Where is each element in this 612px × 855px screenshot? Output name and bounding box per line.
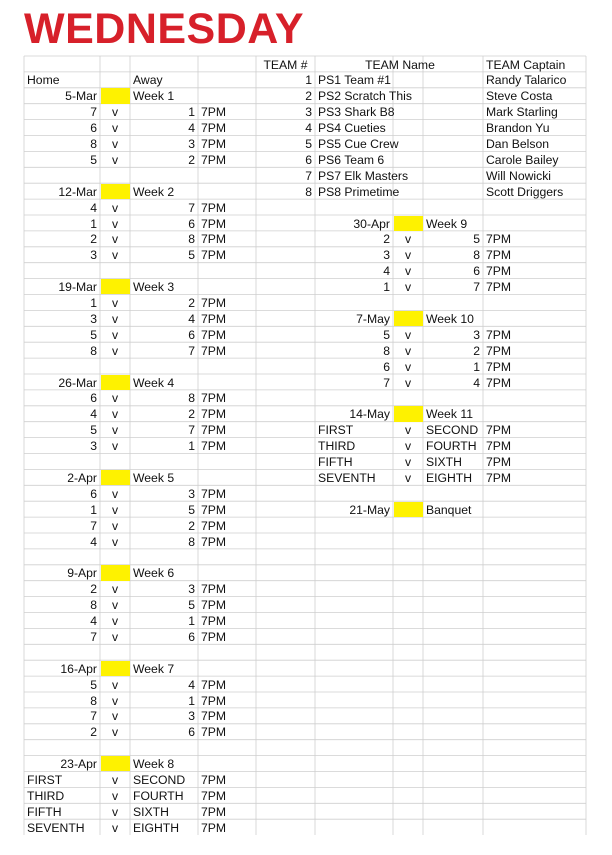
week-label: Week 11 [426, 407, 473, 422]
match-home: 4 [90, 407, 97, 422]
match-vs: v [111, 614, 119, 628]
match-time: 7PM [201, 343, 227, 358]
match-away: 4 [188, 677, 195, 692]
week-date: 30-Apr [353, 216, 390, 231]
match-vs: v [404, 280, 412, 295]
match-vs: v [111, 598, 119, 613]
match-home: 2 [383, 232, 390, 247]
match-time: 7PM [201, 216, 227, 231]
match-home: FIFTH [27, 804, 62, 819]
match-away: SIXTH [133, 804, 169, 819]
team-name: PS8 Primetime [318, 184, 400, 199]
yellow-highlight-cell [101, 470, 130, 485]
match-time: 7PM [201, 582, 227, 597]
match-time: 7PM [486, 455, 512, 469]
week-label: Week 1 [133, 89, 175, 104]
week-label: Week 7 [133, 661, 175, 676]
yellow-highlight-cell [394, 502, 423, 517]
week-date: 23-Apr [60, 757, 97, 772]
match-vs: v [111, 820, 119, 835]
team-name-header: TEAM Name [365, 57, 435, 72]
match-vs: v [111, 439, 119, 454]
match-time: 7PM [201, 200, 227, 215]
match-time: 7PM [201, 327, 227, 342]
match-vs: v [111, 391, 119, 406]
team-name: PS6 Team 6 [318, 152, 385, 167]
match-time: 7PM [201, 773, 227, 787]
match-home: 5 [90, 423, 97, 438]
match-time: 7PM [201, 614, 227, 628]
match-time: 7PM [201, 693, 227, 708]
match-vs: v [111, 248, 119, 263]
away-column-header: Away [133, 73, 163, 88]
match-time: 7PM [201, 137, 227, 151]
match-home: 1 [383, 280, 390, 295]
match-vs: v [111, 327, 119, 342]
match-vs: v [111, 629, 119, 644]
match-away: 8 [473, 248, 480, 263]
team-captain: Steve Costa [486, 89, 553, 104]
yellow-highlight-cell [101, 565, 130, 580]
match-home: THIRD [27, 788, 65, 803]
match-home: 8 [90, 693, 97, 708]
match-away: 3 [188, 486, 195, 501]
team-captain: Dan Belson [486, 137, 550, 151]
match-away: 5 [188, 598, 195, 613]
match-vs: v [111, 423, 119, 438]
match-vs: v [111, 407, 119, 422]
match-home: 4 [90, 614, 97, 628]
match-away: 4 [188, 311, 195, 326]
week-date: 26-Mar [58, 375, 97, 390]
team-number: 2 [305, 89, 312, 104]
week-label: Week 4 [133, 375, 175, 390]
week-date: 12-Mar [58, 184, 97, 199]
match-away: 2 [188, 152, 195, 167]
match-away: SIXTH [426, 455, 462, 469]
team-captain: Mark Starling [486, 105, 558, 120]
match-vs: v [111, 232, 119, 247]
match-vs: v [404, 455, 412, 469]
match-away: 4 [473, 375, 480, 390]
match-away: 1 [188, 439, 195, 454]
match-vs: v [111, 677, 119, 692]
match-vs: v [111, 502, 119, 517]
match-time: 7PM [201, 820, 227, 835]
yellow-highlight-cell [394, 311, 423, 326]
yellow-highlight-cell [101, 279, 130, 294]
match-time: 7PM [201, 105, 227, 120]
match-home: 6 [90, 391, 97, 406]
match-away: 8 [188, 232, 195, 247]
team-number: 1 [305, 73, 312, 88]
week-label: Week 8 [133, 757, 175, 772]
match-vs: v [111, 105, 119, 120]
match-time: 7PM [486, 439, 512, 454]
match-vs: v [111, 725, 119, 740]
match-vs: v [111, 788, 119, 803]
match-time: 7PM [486, 327, 512, 342]
match-vs: v [111, 518, 119, 533]
match-vs: v [111, 709, 119, 724]
match-home: 7 [90, 105, 97, 120]
match-vs: v [111, 486, 119, 501]
match-time: 7PM [201, 709, 227, 724]
match-home: FIRST [27, 773, 63, 787]
match-vs: v [111, 693, 119, 708]
match-home: SEVENTH [27, 820, 85, 835]
week-date: 7-May [356, 311, 390, 326]
match-vs: v [111, 121, 119, 136]
match-vs: v [404, 439, 412, 454]
match-home: FIRST [318, 423, 354, 438]
match-home: 5 [90, 152, 97, 167]
week-date: 21-May [349, 502, 390, 517]
home-column-header: Home [27, 73, 60, 88]
match-time: 7PM [201, 121, 227, 136]
week-label: Week 5 [133, 470, 175, 485]
match-home: 2 [90, 725, 97, 740]
match-away: 6 [188, 629, 195, 644]
match-vs: v [111, 152, 119, 167]
match-away: 2 [188, 407, 195, 422]
match-time: 7PM [486, 232, 512, 247]
team-number: 5 [305, 137, 312, 151]
match-time: 7PM [201, 296, 227, 310]
match-away: FOURTH [426, 439, 477, 454]
team-captain-header: TEAM Captain [486, 57, 566, 72]
match-vs: v [111, 200, 119, 215]
match-time: 7PM [201, 152, 227, 167]
match-away: 6 [188, 216, 195, 231]
match-away: 1 [473, 359, 480, 374]
match-vs: v [404, 248, 412, 263]
yellow-highlight-cell [101, 375, 130, 390]
match-away: SECOND [133, 773, 186, 787]
week-label: Banquet [426, 502, 472, 517]
week-date: 5-Mar [65, 89, 97, 104]
week-date: 16-Apr [60, 661, 97, 676]
match-home: THIRD [318, 439, 356, 454]
match-vs: v [111, 534, 119, 549]
match-away: 6 [188, 327, 195, 342]
match-away: 6 [188, 725, 195, 740]
yellow-highlight-cell [101, 184, 130, 199]
match-time: 7PM [486, 280, 512, 295]
team-captain: Will Nowicki [486, 168, 551, 183]
match-away: 4 [188, 121, 195, 136]
match-vs: v [404, 343, 412, 358]
yellow-highlight-cell [101, 756, 130, 771]
match-home: 3 [383, 248, 390, 263]
match-vs: v [111, 343, 119, 358]
match-home: 5 [90, 677, 97, 692]
match-away: 3 [188, 582, 195, 597]
week-date: 2-Apr [67, 470, 97, 485]
match-time: 7PM [201, 598, 227, 613]
match-away: 3 [188, 709, 195, 724]
match-time: 7PM [486, 359, 512, 374]
match-vs: v [111, 216, 119, 231]
team-number: 4 [305, 121, 312, 136]
match-vs: v [404, 423, 412, 438]
match-vs: v [404, 327, 412, 342]
match-time: 7PM [201, 439, 227, 454]
team-captain: Brandon Yu [486, 121, 550, 136]
match-time: 7PM [201, 788, 227, 803]
match-time: 7PM [201, 232, 227, 247]
match-vs: v [111, 311, 119, 326]
match-home: 4 [90, 534, 97, 549]
week-label: Week 6 [133, 566, 175, 581]
match-time: 7PM [201, 423, 227, 438]
match-away: 7 [188, 343, 195, 358]
match-home: 1 [90, 296, 97, 310]
match-away: 8 [188, 534, 195, 549]
team-name: PS4 Cueties [318, 121, 386, 136]
match-home: 2 [90, 582, 97, 597]
yellow-highlight-cell [394, 406, 423, 421]
match-home: 1 [90, 502, 97, 517]
match-home: 5 [90, 327, 97, 342]
match-away: EIGHTH [426, 470, 473, 485]
match-time: 7PM [201, 518, 227, 533]
match-time: 7PM [201, 407, 227, 422]
match-time: 7PM [201, 804, 227, 819]
week-date: 14-May [349, 407, 390, 422]
week-date: 19-Mar [58, 280, 97, 295]
match-time: 7PM [201, 391, 227, 406]
match-time: 7PM [486, 470, 512, 485]
match-home: 3 [90, 439, 97, 454]
yellow-highlight-cell [101, 88, 130, 103]
match-home: 7 [90, 629, 97, 644]
match-vs: v [404, 359, 412, 374]
match-home: 5 [383, 327, 390, 342]
team-name: PS1 Team #1 [318, 73, 391, 88]
match-vs: v [111, 137, 119, 151]
match-time: 7PM [486, 375, 512, 390]
match-vs: v [111, 773, 119, 787]
match-vs: v [404, 264, 412, 279]
week-date: 9-Apr [67, 566, 97, 581]
match-away: 2 [473, 343, 480, 358]
match-home: 7 [383, 375, 390, 390]
match-home: 3 [90, 311, 97, 326]
match-away: 5 [188, 248, 195, 263]
match-away: 1 [188, 105, 195, 120]
team-captain: Scott Driggers [486, 184, 564, 199]
match-time: 7PM [201, 486, 227, 501]
match-home: 4 [90, 200, 97, 215]
match-away: 1 [188, 614, 195, 628]
week-label: Week 2 [133, 184, 175, 199]
match-time: 7PM [201, 248, 227, 263]
match-away: 2 [188, 518, 195, 533]
match-vs: v [404, 232, 412, 247]
match-time: 7PM [201, 629, 227, 644]
match-home: 8 [383, 343, 390, 358]
match-time: 7PM [201, 534, 227, 549]
match-home: 8 [90, 343, 97, 358]
match-vs: v [404, 375, 412, 390]
match-away: 7 [188, 423, 195, 438]
match-away: 8 [188, 391, 195, 406]
team-number: 7 [305, 168, 312, 183]
match-away: FOURTH [133, 788, 184, 803]
team-number: 3 [305, 105, 312, 120]
team-name: PS3 Shark B8 [318, 105, 395, 120]
match-home: 4 [383, 264, 390, 279]
match-away: 2 [188, 296, 195, 310]
match-home: FIFTH [318, 455, 353, 469]
match-home: SEVENTH [318, 470, 376, 485]
match-away: EIGHTH [133, 820, 180, 835]
match-vs: v [404, 470, 412, 485]
match-home: 6 [90, 121, 97, 136]
week-label: Week 9 [426, 216, 468, 231]
week-label: Week 10 [426, 311, 474, 326]
match-away: 6 [473, 264, 480, 279]
match-time: 7PM [201, 502, 227, 517]
match-time: 7PM [486, 343, 512, 358]
team-number: 6 [305, 152, 312, 167]
team-number: 8 [305, 184, 312, 199]
week-label: Week 3 [133, 280, 175, 295]
match-time: 7PM [486, 423, 512, 438]
yellow-highlight-cell [101, 661, 130, 676]
team-captain: Carole Bailey [486, 152, 559, 167]
match-home: 6 [90, 486, 97, 501]
team-name: PS7 Elk Masters [318, 168, 409, 183]
match-time: 7PM [201, 677, 227, 692]
match-away: 3 [473, 327, 480, 342]
team-number-header: TEAM # [263, 57, 308, 72]
match-away: 5 [473, 232, 480, 247]
match-home: 7 [90, 709, 97, 724]
match-away: 3 [188, 137, 195, 151]
match-away: 1 [188, 693, 195, 708]
match-vs: v [111, 804, 119, 819]
match-home: 6 [383, 359, 390, 374]
match-away: 7 [473, 280, 480, 295]
match-home: 1 [90, 216, 97, 231]
match-home: 7 [90, 518, 97, 533]
team-name: PS5 Cue Crew [318, 137, 399, 151]
page-title: WEDNESDAY [24, 5, 305, 53]
match-away: 5 [188, 502, 195, 517]
yellow-highlight-cell [394, 216, 423, 231]
match-time: 7PM [486, 248, 512, 263]
team-captain: Randy Talarico [486, 73, 567, 88]
match-vs: v [111, 296, 119, 310]
match-time: 7PM [486, 264, 512, 279]
match-time: 7PM [201, 311, 227, 326]
match-home: 8 [90, 137, 97, 151]
team-name: PS2 Scratch This [318, 89, 412, 104]
match-home: 2 [90, 232, 97, 247]
match-away: 7 [188, 200, 195, 215]
match-home: 3 [90, 248, 97, 263]
match-time: 7PM [201, 725, 227, 740]
match-home: 8 [90, 598, 97, 613]
match-vs: v [111, 582, 119, 597]
match-away: SECOND [426, 423, 479, 438]
